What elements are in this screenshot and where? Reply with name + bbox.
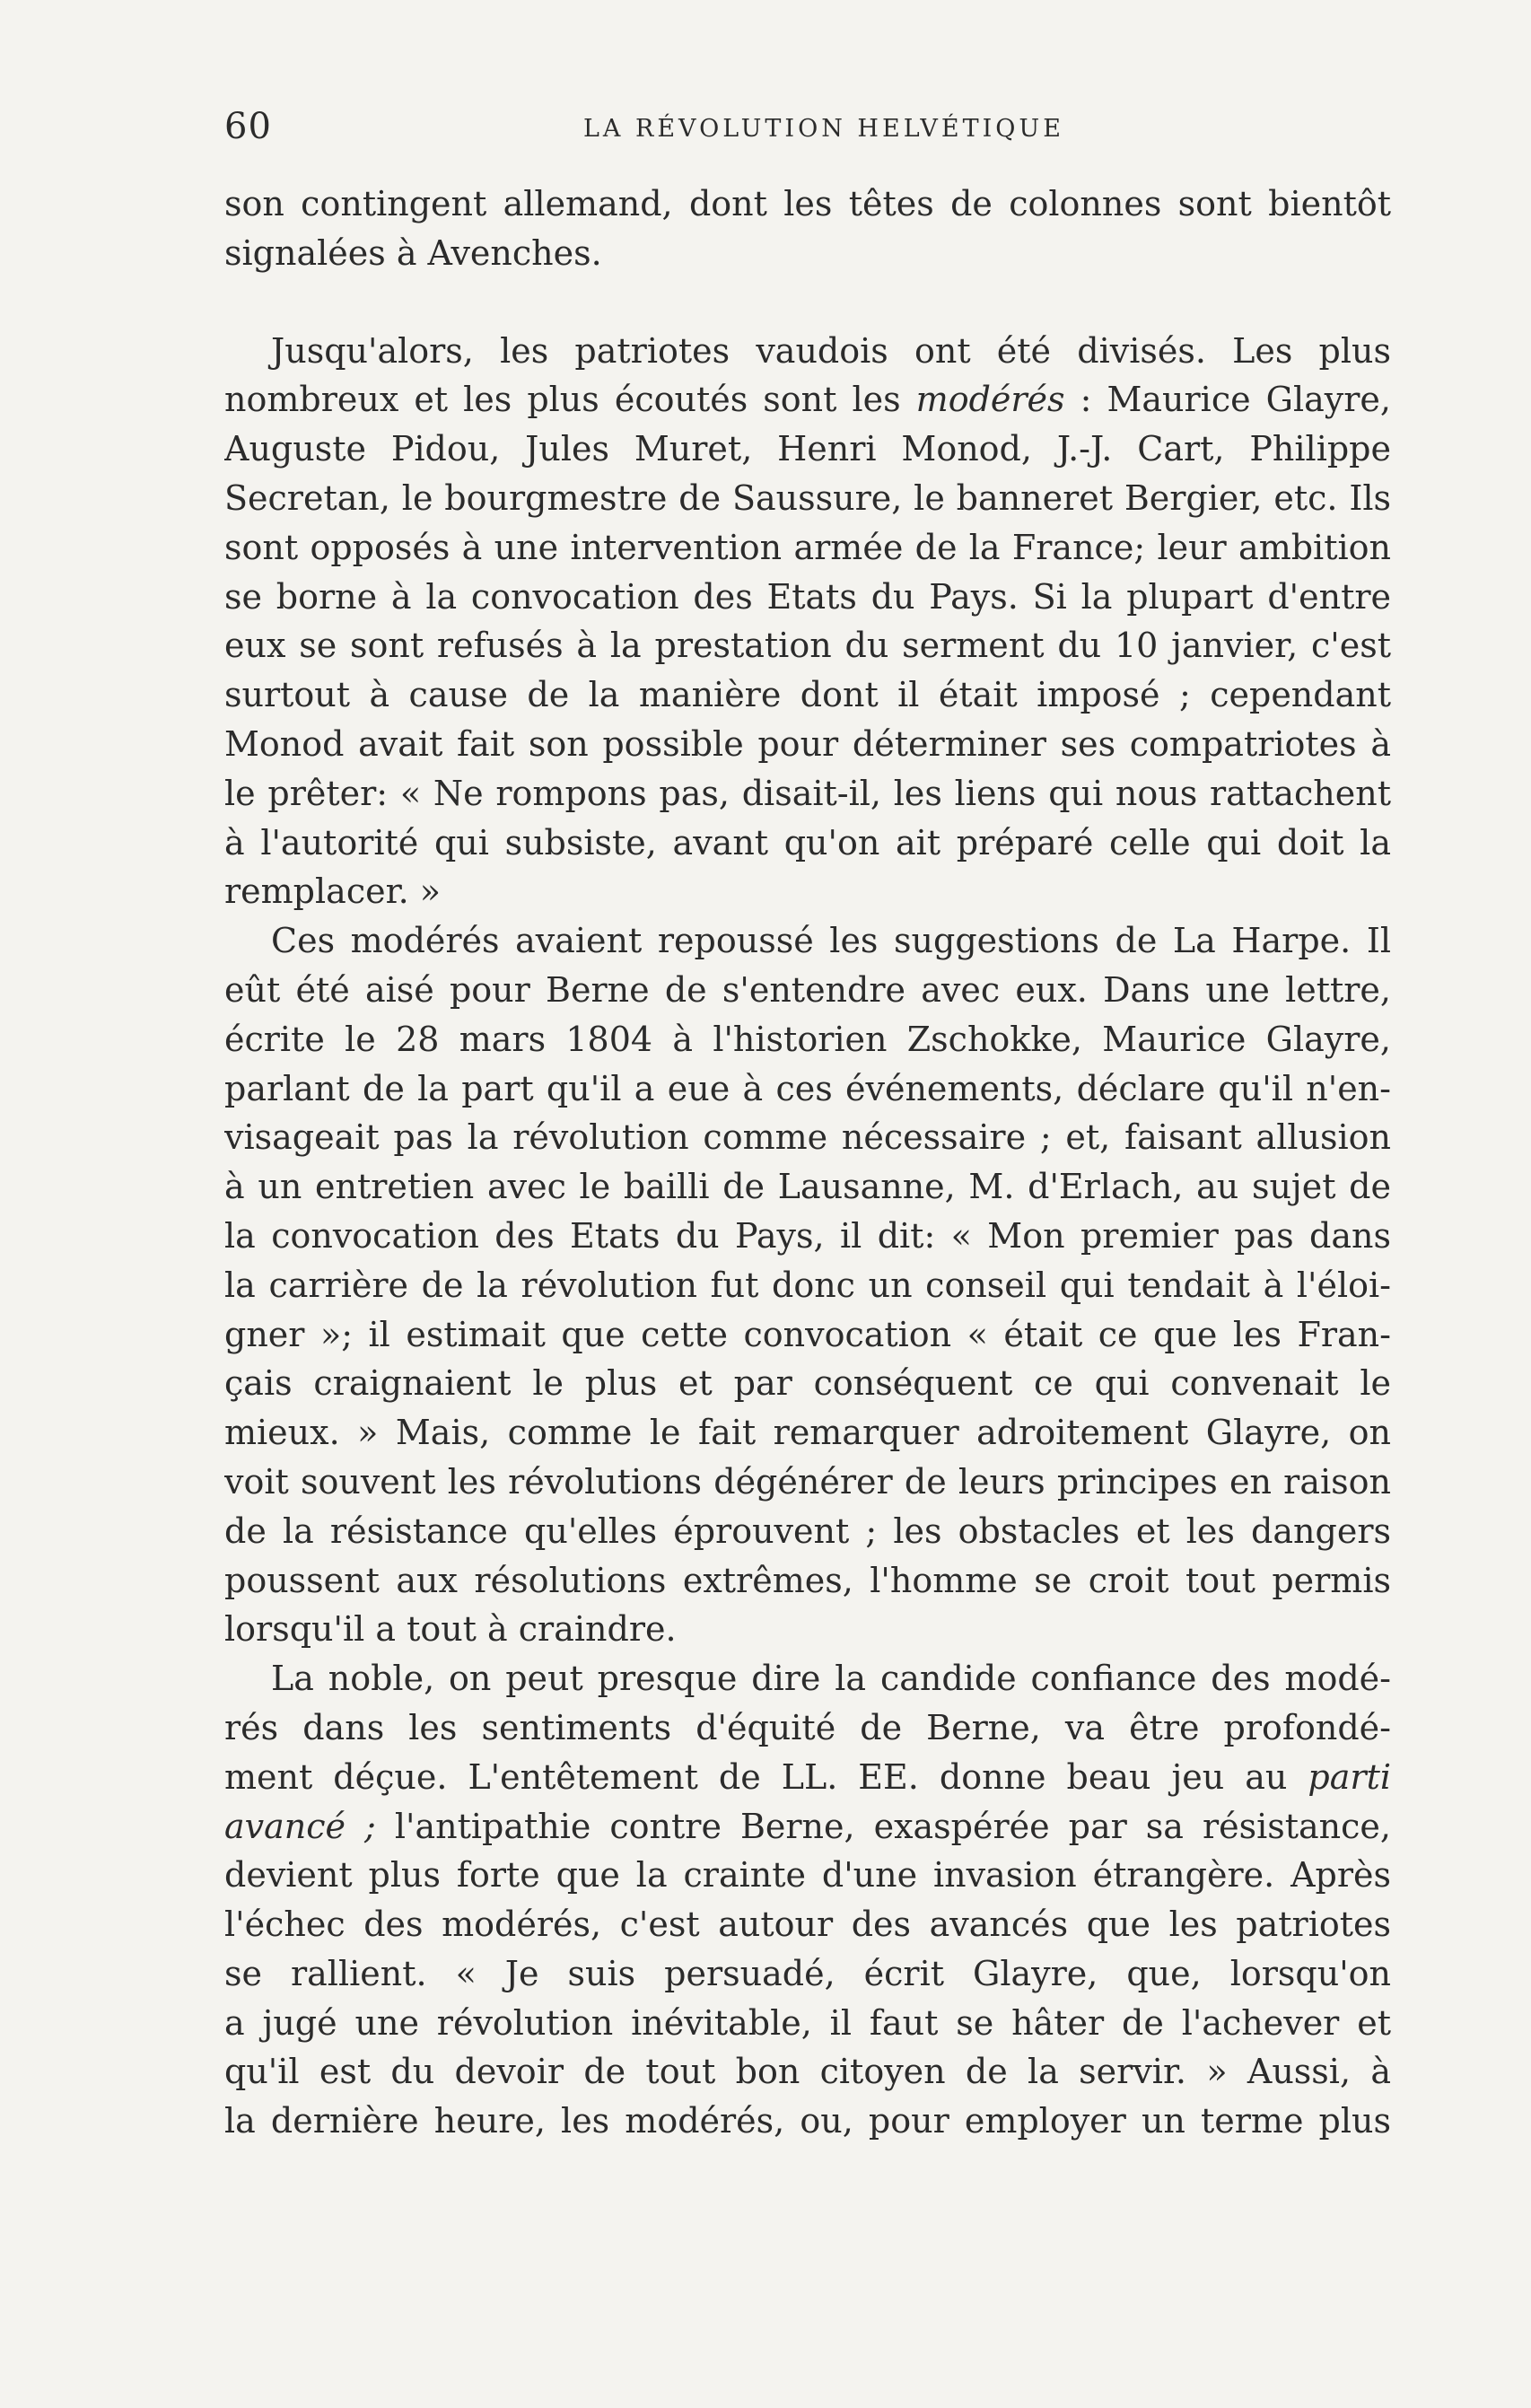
text-line: çais craignaient le plus et par conséquent ce qui convenait le [224, 1363, 1391, 1404]
text-line: la convocation des Etats du Pays, il dit: « Mon premier pas dans [224, 1215, 1391, 1256]
page-number: 60 [224, 106, 272, 147]
text-line: lorsqu'il a tout à craindre. [224, 1609, 677, 1650]
text-line: Ces modérés avaient repoussé les suggestions de La Harpe. Il [271, 921, 1391, 961]
text-line: Monod avait fait son possible pour déterminer ses compatriotes à [224, 723, 1391, 764]
paragraph [224, 1654, 1391, 2146]
text-line: a jugé une révolution inévitable, il faut se hâter de l'achever et [224, 2002, 1391, 2043]
text-line: rés dans les sentiments d'équité de Berne, va être profondé- [224, 1707, 1391, 1747]
text-line: avancé ; l'antipathie contre Berne, exaspérée par sa résistance, [224, 1806, 1391, 1846]
text-line: la dernière heure, les modérés, ou, pour employer un terme plus [224, 2101, 1391, 2141]
text-line: Secretan, le bourgmestre de Saussure, le banneret Bergier, etc. Ils [224, 477, 1391, 518]
text-line: à l'autorité qui subsiste, avant qu'on ait préparé celle qui doit la [224, 822, 1391, 863]
text-line: sont opposés à une intervention armée de la France; leur ambition [224, 527, 1391, 567]
text-line: devient plus forte que la crainte d'une invasion étrangère. Après [224, 1855, 1391, 1896]
text-line: La noble, on peut presque dire la candide confiance des modé- [271, 1659, 1391, 1699]
text-line: se borne à la convocation des Etats du Pays. Si la plupart d'entre [224, 576, 1391, 617]
text-line: surtout à cause de la manière dont il était imposé ; cependant [224, 675, 1391, 715]
text-line: visageait pas la révolution comme nécessaire ; et, faisant allusion [224, 1117, 1391, 1158]
text-line: de la résistance qu'elles éprouvent ; les obstacles et les dangers [224, 1510, 1391, 1551]
text-line: gner »; il estimait que cette convocation « était ce que les Fran- [224, 1314, 1391, 1354]
italic-run: avancé ; [224, 1806, 376, 1846]
paragraph [224, 180, 1391, 278]
italic-run: parti [1308, 1756, 1391, 1797]
text-line: à un entretien avec le bailli de Lausanne, M. d'Erlach, au sujet de [224, 1167, 1391, 1207]
text-line: eût été aisé pour Berne de s'entendre avec eux. Dans une lettre, [224, 969, 1391, 1010]
running-head [224, 106, 1391, 160]
text-line: Jusqu'alors, les patriotes vaudois ont été divisés. Les plus [271, 330, 1391, 371]
text-line: le prêter: « Ne rompons pas, disait-il, les liens qui nous rattachent [224, 773, 1391, 813]
text-line: qu'il est du devoir de tout bon citoyen de la servir. » Aussi, à [224, 2052, 1391, 2092]
text-line: écrite le 28 mars 1804 à l'historien Zschokke, Maurice Glayre, [224, 1019, 1391, 1059]
text-line: voit souvent les révolutions dégénérer de leurs principes en raison [224, 1461, 1391, 1502]
text-line: parlant de la part qu'il a eue à ces événements, déclare qu'il n'en- [224, 1068, 1391, 1108]
paragraph [224, 916, 1391, 1654]
text-line: ment déçue. L'entêtement de LL. EE. donne beau jeu au parti [224, 1756, 1391, 1797]
body-text [224, 180, 1391, 2146]
text-line: se rallient. « Je suis persuadé, écrit Glayre, que, lorsqu'on [224, 1953, 1391, 1993]
text-line: la carrière de la révolution fut donc un conseil qui tendait à l'éloi- [224, 1265, 1391, 1305]
text-line: son contingent allemand, dont les têtes de colonnes sont bientôt [224, 184, 1391, 223]
text-line: signalées à Avenches. [224, 232, 602, 273]
paragraph [224, 327, 1391, 917]
text-line: poussent aux résolutions extrêmes, l'homme se croit tout permis [224, 1560, 1391, 1600]
italic-run: modérés [915, 380, 1065, 420]
text-line: eux se sont refusés à la prestation du serment du 10 janvier, c'est [224, 626, 1391, 666]
text-line: mieux. » Mais, comme le fait remarquer adroitement Glayre, on [224, 1413, 1391, 1453]
text-line: l'échec des modérés, c'est autour des avancés que les patriotes [224, 1905, 1391, 1945]
paragraph-gap [224, 278, 1391, 327]
text-line: remplacer. » [224, 871, 441, 912]
text-line: nombreux et les plus écoutés sont les modérés : Maurice Glayre, [224, 380, 1391, 420]
text-line: Auguste Pidou, Jules Muret, Henri Monod, J.-J. Cart, Philippe [224, 429, 1391, 469]
book-title: LA RÉVOLUTION HELVÉTIQUE [583, 115, 1064, 143]
